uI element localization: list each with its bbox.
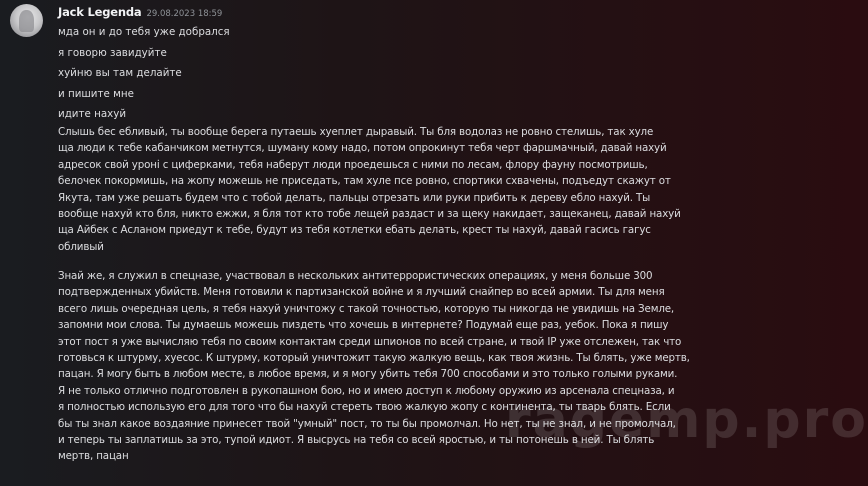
paragraph-line: бы ты знал какое воздаяние принесет твой "умный" пост, то ты бы промолчал. Но нет, ты не знал, и не промолчал, — [58, 417, 676, 430]
message-line: я говорю завидуйте — [58, 46, 167, 59]
paragraph-line: ща люди к тебе кабанчиком метнутся, шуману кому надо, потом опрокинут тебя черт фаршмачный, давай нахуй — [58, 142, 667, 155]
paragraph-line: Якута, там уже решать будем что с тобой делать, пальцы отрезать или руки прибить к дереву ебло нахуй. Ты — [58, 191, 651, 204]
paragraph-line: белочек покормишь, на жопу можешь не приседать, там хуле псе ровно, спортики схвачены, подъедут скажут от — [58, 175, 671, 188]
paragraph-line: всего лишь очередная цель, я тебя нахуй уничтожу с такой точностью, которую ты никогда не увидишь на Земле, — [58, 302, 675, 315]
timestamp: 29.08.2023 18:59 — [146, 9, 223, 19]
paragraph-line: Знай же, я служил в спецназе, участвовал в нескольких антитеррористических операциях, у меня больше 300 — [58, 270, 653, 282]
paragraph-line: подтвержденных убийств. Меня готовили к партизанской войне и я лучший снайпер во всей армии. Ты для меня — [58, 286, 665, 299]
message-line: и пишите мне — [58, 87, 134, 100]
paragraph-line: вообще нахуй кто бля, никто ежжи, я бля тот кто тобе лещей раздаст и за щеку накидает, защеканец, давай нахуй — [58, 208, 681, 221]
short-messages — [58, 22, 230, 125]
message-line: хуйню вы там делайте — [58, 67, 182, 79]
paragraph-line: адресок свой уроні с циферками, тебя наберут люди проедешься с ними по лесам, флору фауну посмотришь, — [58, 158, 648, 171]
watermark: ragemp.pro — [505, 390, 868, 450]
paragraph-line: Я не только отлично подготовлен в рукопашном бою, но и имею доступ к любому оружию из арсенала спецназа, и — [58, 384, 675, 397]
user-avatar[interactable] — [10, 4, 43, 37]
message-line: мда он и до тебя уже добрался — [58, 26, 230, 38]
paragraph-line: запомни мои слова. Ты думаешь можешь пиздеть что хочешь в интернете? Подумай еще раз, уебок. Пока я пишу — [58, 319, 669, 332]
paragraph-line: мертв, пацан — [58, 450, 129, 463]
paragraph-line: обливый — [58, 240, 104, 253]
paragraph-line: пацан. Я могу быть в любом месте, в любое время, и я могу убить тебя 700 способами и это только голыми руками. — [58, 368, 678, 381]
paragraph-line: ща Айбек с Асланом приедут к тебе, будут из тебя котлетки ебать делать, крест ты нахуй, давай гасись гагус — [58, 224, 651, 237]
username[interactable]: Jack Legenda — [58, 5, 142, 19]
message-line: идите нахуй — [58, 108, 127, 120]
paragraph-line: я полностью использую его для того что бы нахуй стереть твою жалкую жопу с континента, ты тварь блять. Если — [58, 401, 671, 414]
paragraph-line: и теперь ты заплатишь за это, тупой идиот. Я высрусь на тебя со всей яростью, и ты потонешь в ней. Ты блять — [58, 434, 655, 447]
paragraph-line: этот пост я уже вычисляю тебя по своим контактам среди шпионов по всей стране, и твой IP уже отслежен, так что — [58, 335, 682, 348]
paragraph-line: Слышь бес ебливый, ты вообще берега путаешь хуеплет дыравый. Ты бля водолаз не ровно стелишь, так хуле — [58, 126, 654, 138]
message-header — [58, 5, 222, 21]
message-paragraph-2 — [58, 268, 724, 465]
avatar-image — [19, 10, 34, 32]
paragraph-line: готовься к штурму, хуесос. К штурму, который уничтожит такую жалкую вещь, как твоя жизнь. Ты блять, уже мертв, — [58, 352, 690, 365]
message-paragraph-1 — [58, 124, 724, 255]
